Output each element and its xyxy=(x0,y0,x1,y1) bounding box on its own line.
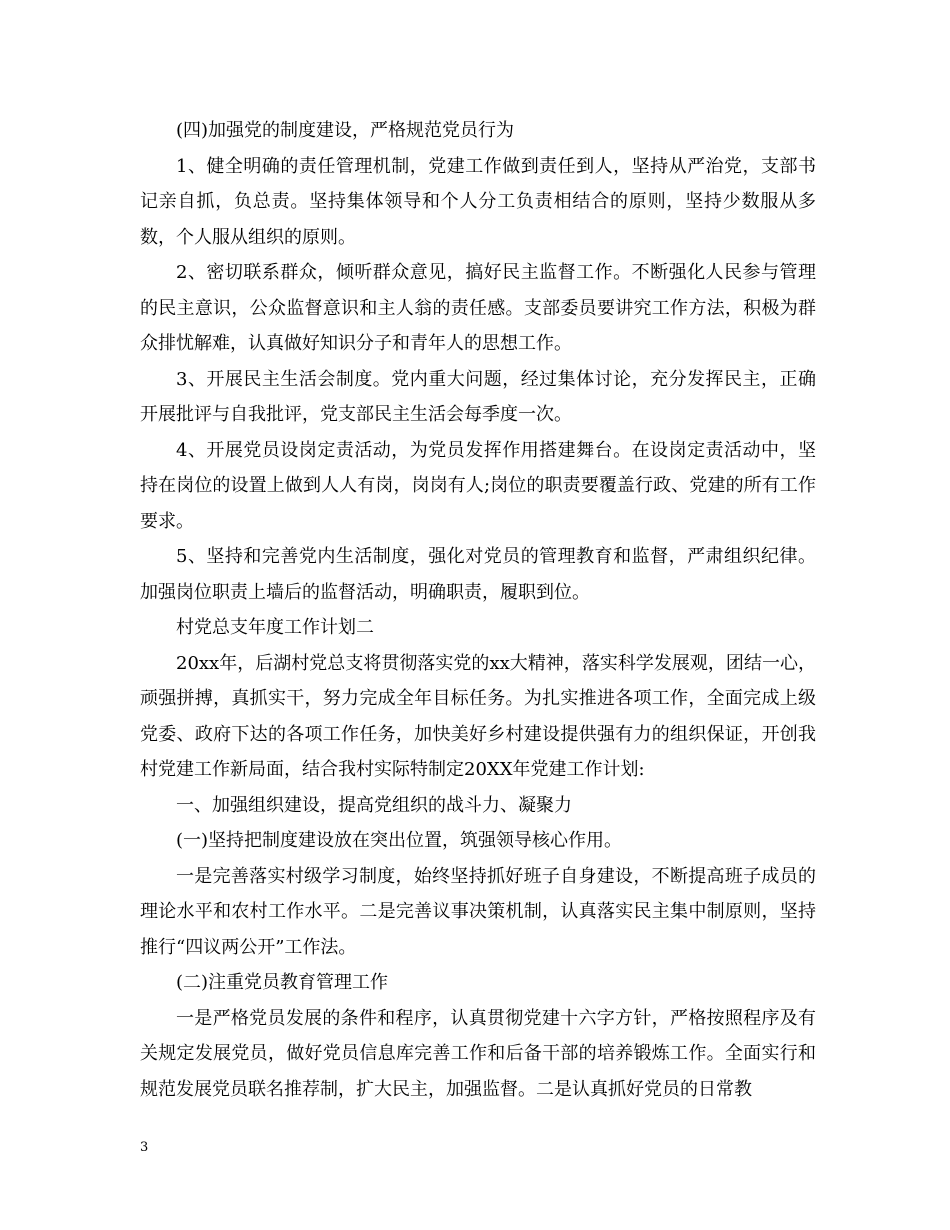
subsection-body-2: 一是严格党员发展的条件和程序，认真贯彻党建十六字方针，严格按照程序及有关规定发展党员，做好党员信息库完善工作和后备干部的培养锻炼工作。全面实行和规范发展党员联名推荐制，扩大民主，加强监督。二是认真抓好党员的日常教 xyxy=(140,1007,816,1100)
subsection-body-1: 一是完善落实村级学习制度，始终坚持抓好班子自身建设，不断提高班子成员的理论水平和农村工作水平。二是完善议事决策机制，认真落实民主集中制原则，坚持推行“四议两公开”工作法。 xyxy=(140,865,816,958)
plan-two-title: 村党总支年度工作计划二 xyxy=(176,617,374,638)
paragraph-item-5: 5、坚持和完善党内生活制度，强化对党员的管理教育和监督，严肃组织纪律。加强岗位职责上墙后的监督活动，明确职责，履职到位。 xyxy=(140,546,816,603)
document-body xyxy=(140,113,816,1107)
paragraph-item-1: 1、健全明确的责任管理机制，党建工作做到责任到人，坚持从严治党，支部书记亲自抓，负总责。坚持集体领导和个人分工负责相结合的原则，坚持少数服从多数，个人服从组织的原则。 xyxy=(140,155,816,248)
subsection-heading-1: (一)坚持把制度建设放在突出位置，筑强领导核心作用。 xyxy=(176,830,623,851)
page-number: 3 xyxy=(140,1140,149,1155)
section-heading-4: (四)加强党的制度建设，严格规范党员行为 xyxy=(176,120,515,141)
section-heading-one: 一、加强组织建设，提高党组织的战斗力、凝聚力 xyxy=(176,794,572,816)
plan-two-intro: 20xx年，后湖村党总支将贯彻落实党的xx大精神，落实科学发展观，团结一心，顽强拼搏，真抓实干，努力完成全年目标任务。为扎实推进各项工作，全面完成上级党委、政府下达的各项工作任务，加快美好乡村建设提供强有力的组织保证，开创我村党建工作新局面，结合我村实际特制定20XX年党建工作计划: xyxy=(140,652,816,780)
paragraph-item-4: 4、开展党员设岗定责活动，为党员发挥作用搭建舞台。在设岗定责活动中，坚持在岗位的设置上做到人人有岗，岗岗有人;岗位的职责要覆盖行政、党建的所有工作要求。 xyxy=(140,439,816,532)
paragraph-item-2: 2、密切联系群众，倾听群众意见，搞好民主监督工作。不断强化人民参与管理的民主意识，公众监督意识和主人翁的责任感。支部委员要讲究工作方法，积极为群众排忧解难，认真做好知识分子和青年人的思想工作。 xyxy=(140,262,816,354)
subsection-heading-2: (二)注重党员教育管理工作 xyxy=(176,972,389,993)
paragraph-item-3: 3、开展民主生活会制度。党内重大问题，经过集体讨论，充分发挥民主，正确开展批评与自我批评，党支部民主生活会每季度一次。 xyxy=(140,368,816,425)
